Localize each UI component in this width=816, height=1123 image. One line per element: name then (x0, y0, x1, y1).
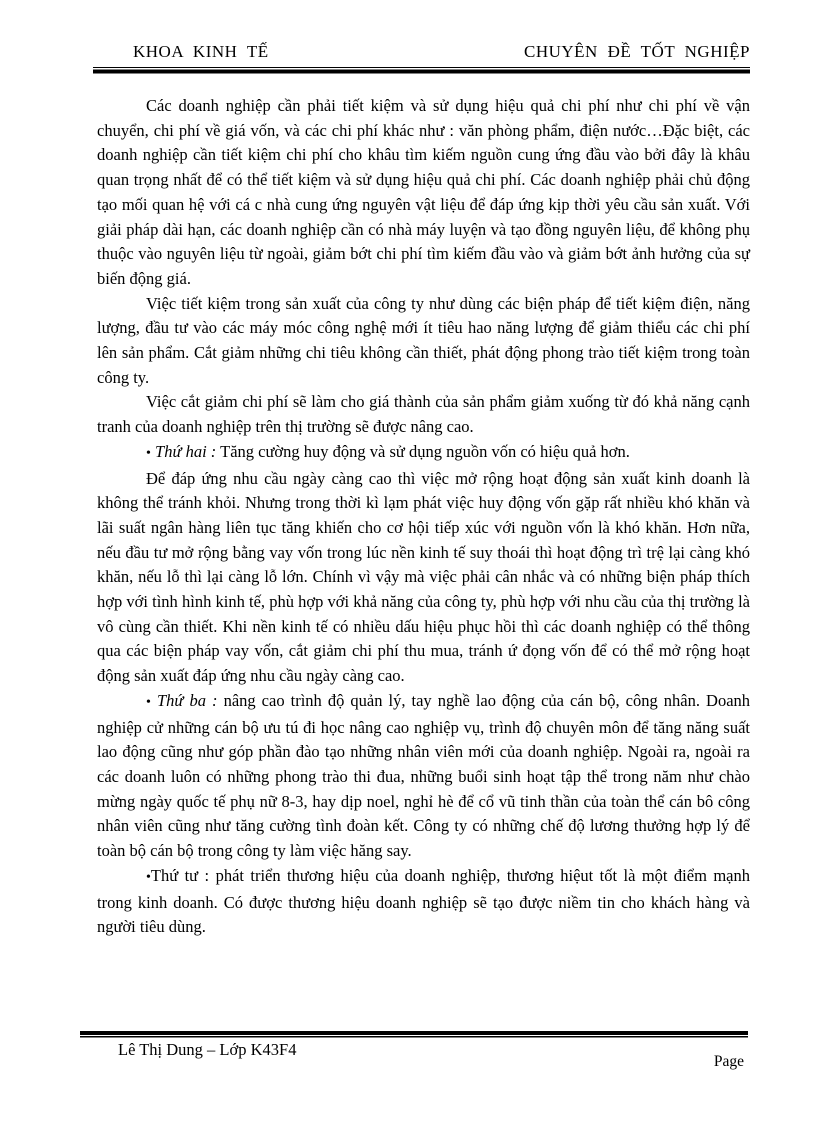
paragraph-text: nâng cao trình độ quản lý, tay nghề lao động của cán bộ, công nhân. Doanh nghiệp cử những cán bộ ưu tú đi học nâng cao nghiệp vụ, trình độ chuyên môn để tăng năng suất lao động cũng như góp phần đào tạo những nhân viên mới của doanh nghiệp. Ngoài ra, ngoài ra các doanh luôn có những phong trào thi đua, những buổi sinh hoạt tập thể trong năm như chào mừng ngày quốc tế phụ nữ 8-3, hay dịp noel, nghỉ hè để cổ vũ tinh thần của toàn thể cán bô công nhân viên cũng như tăng cường tình đoàn kết. Công ty có những chế độ lương thưởng hợp lý để toàn bộ cán bộ trong công ty làm việc hăng say. (97, 690, 751, 861)
header-rule (93, 67, 750, 74)
paragraph (97, 94, 750, 292)
bullet-paragraph (97, 864, 750, 940)
header-right-title: CHUYÊN ĐỀ TỐT NGHIỆP (523, 42, 750, 61)
paragraph (97, 390, 750, 439)
bullet-marker: • (146, 694, 151, 710)
paragraph-lead: Thứ tư : (150, 865, 210, 885)
bullet-marker: • (146, 869, 151, 885)
footer-author: Lê Thị Dung – Lớp K43F4 (118, 1040, 297, 1059)
paragraph-text: Việc cắt giảm chi phí sẽ làm cho giá thành của sản phẩm giảm xuống từ đó khả năng cạnh tranh của doanh nghiệp trên thị trường sẽ được nâng cao. (97, 392, 750, 437)
paragraph-text: Việc tiết kiệm trong sản xuất của công ty như dùng các biện pháp để tiết kiệm điện, năng lượng, đầu tư vào các máy móc công nghệ mới ít tiêu hao năng lượng để giảm thiểu các chi phí lên sản phẩm. Cắt giảm những chi tiêu không cần thiết, phát động phong trào tiết kiệm trong toàn công ty. (97, 293, 750, 387)
document-body (97, 94, 750, 940)
bullet-paragraph (97, 440, 750, 467)
paragraph (97, 467, 750, 689)
paragraph (97, 292, 750, 391)
page-footer (80, 1031, 748, 1071)
header-left-title: KHOA KINH TẾ (133, 42, 269, 61)
bullet-paragraph (97, 689, 750, 864)
footer-page-label: Page (713, 1053, 744, 1070)
footer-rule (80, 1031, 748, 1038)
paragraph-text: Các doanh nghiệp cần phải tiết kiệm và sử dụng hiệu quả chi phí như chi phí về vận chuyển, chi phí về giá vốn, và các chi phí khác như : văn phòng phẩm, điện nước…Đặc biệt, các doanh nghiệp cần tiết kiệm chi phí cho khâu tìm kiếm nguồn cung ứng đầu vào bởi đây là khâu quan trọng nhất để có thể tiết kiệm và sử dụng hiệu quả chi phí. Các doanh nghiệp phải chủ động tạo mối quan hệ với cá c nhà cung ứng nguyên vật liệu để đáp ứng kịp thời yêu cầu sản xuất. Với giải pháp dài hạn, các doanh nghiệp cần có nhà máy luyện và tạo đồng nguyên liệu, để không phụ thuộc vào nguyên liệu từ ngoài, giảm bớt chi phí tìm kiếm đầu vào và giảm bớt ảnh hưởng của sự biến động giá. (97, 96, 750, 288)
paragraph-text: Tăng cường huy động và sử dụng nguồn vốn có hiệu quả hơn. (220, 441, 630, 461)
bullet-marker: • (146, 445, 151, 461)
page-header (97, 42, 750, 74)
paragraph-lead: Thứ hai : (155, 441, 217, 461)
paragraph-text: Để đáp ứng nhu cầu ngày càng cao thì việc mở rộng hoạt động sản xuất kinh doanh là không thể tránh khỏi. Nhưng trong thời kì lạm phát việc huy động vốn gặp rất nhiều khó khăn và lãi suất ngân hàng liên tục tăng khiến cho cơ hội tiếp xúc với nguồn vốn là khó khăn. Hơn nữa, nếu đầu tư mở rộng bằng vay vốn trong lúc nền kinh tế suy thoái thì hoạt động trì trệ lại càng khó khăn, nếu lỗ thì lại càng lỗ lớn. Chính vì vậy mà việc phải cân nhắc và có những biện pháp thích hợp với tình hình kinh tế, phù hợp với khả năng của công ty, phù hợp với nhu cầu của thị trường là vô cùng cần thiết. Khi nền kinh tế có nhiều dấu hiệu phục hồi thì các doanh nghiệp có thể thông qua các biện pháp vay vốn, cắt giảm chi phí thu mua, tránh ứ đọng vốn để có thể mở rộng hoạt động sản xuất đáp ứng nhu cầu ngày càng cao. (97, 468, 750, 686)
paragraph-lead: Thứ ba : (156, 690, 218, 710)
paragraph-text: phát triển thương hiệu của doanh nghiệp, thương hiệut tốt là một điểm mạnh trong kinh doanh. Có được thương hiệu doanh nghiệp sẽ tạo được niềm tin cho khách hàng và người tiêu dùng. (97, 865, 750, 937)
